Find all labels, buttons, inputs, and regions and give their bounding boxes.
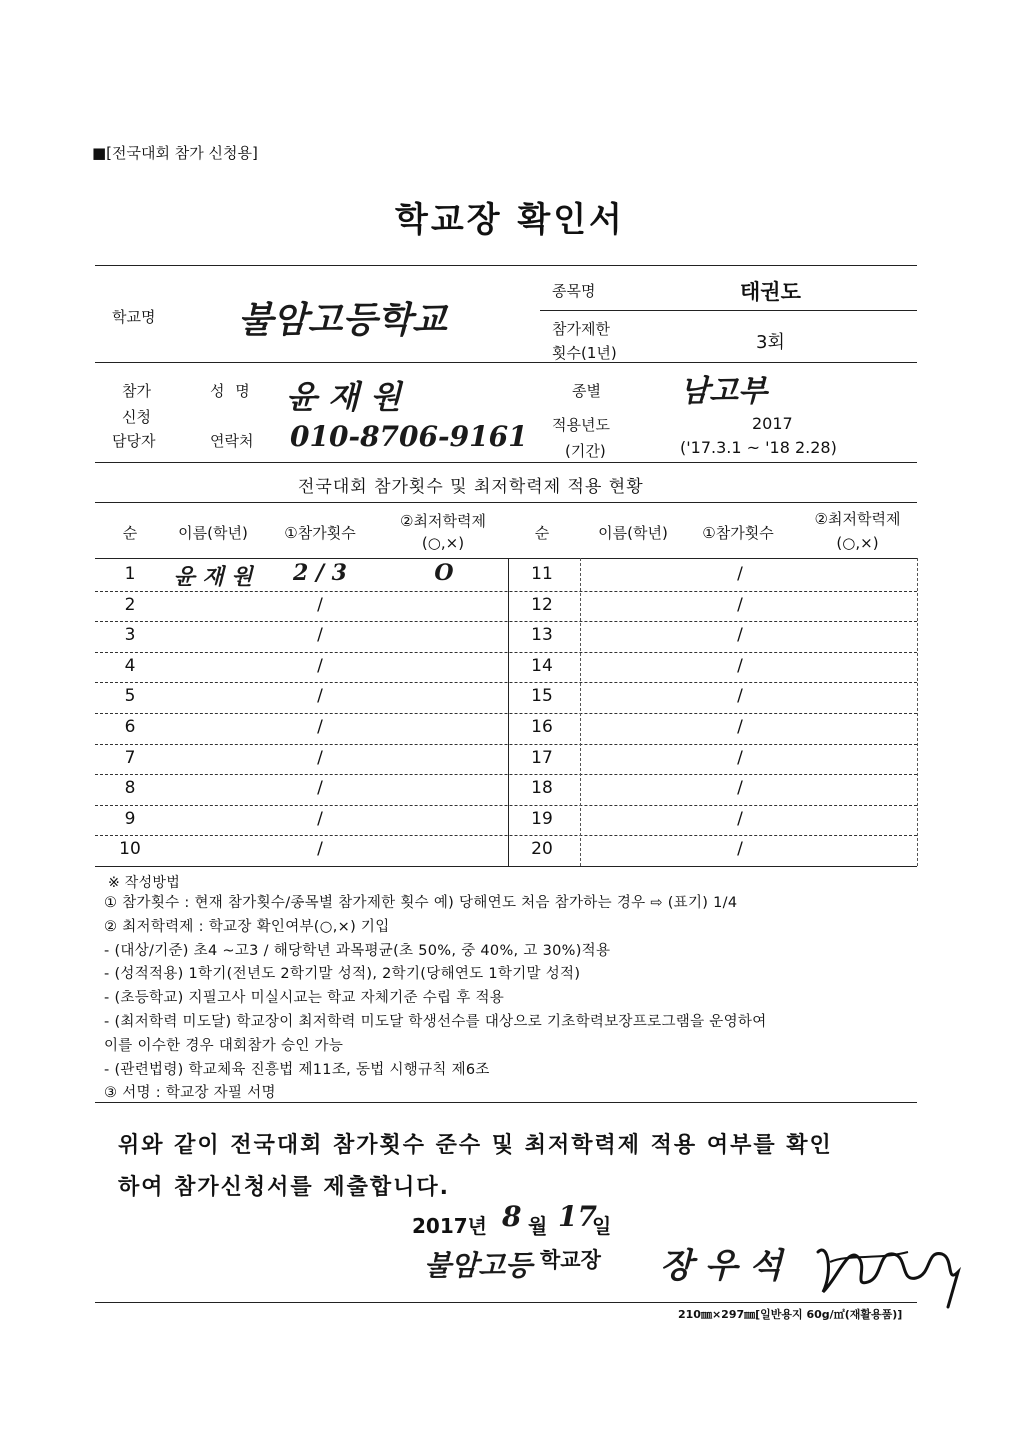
date-month-unit: 월 [528,1214,548,1238]
participation-count: / [317,686,323,706]
row-number: 5 [124,686,136,706]
name-label: 성 명 [210,382,253,400]
participation-count: / [737,748,743,768]
header-name-left: 이름(학년) [178,524,248,542]
row-number: 12 [531,595,553,615]
participation-count: / [737,778,743,798]
table-center-divider [508,558,509,866]
participation-count: 2 / 3 [293,560,347,586]
year-label-1: 적용년도 [552,416,610,434]
instruction-line: ② 최저학력제 : 학교장 확인여부(○,×) 기입 [104,919,390,935]
participation-count: / [737,656,743,676]
participation-count: / [317,595,323,615]
date-month: 8 [502,1200,522,1233]
row-number: 1 [124,564,136,584]
instruction-line: - (대상/기준) 초4 ~고3 / 해당학년 과목평균(초 50%, 중 40%, 고 30%)적용 [104,943,611,959]
row-number: 4 [124,656,136,676]
header-min-right-1: ②최저학력제 [814,510,901,528]
student-name: 윤 재 원 [173,564,253,590]
footer-line [95,1302,917,1303]
period-value: ('17.3.1 ~ '18 2.28) [680,438,837,457]
participation-count: / [737,564,743,584]
table-row-line [95,835,917,836]
table-caption: 전국대회 참가횟수 및 최저학력제 적용 현황 [298,477,644,497]
row-number: 2 [124,595,136,615]
statement-line-1: 위와 같이 전국대회 참가횟수 준수 및 최저학력제 적용 여부를 확인 [118,1133,833,1158]
limit-value: 3회 [756,332,785,353]
header-no-left: 순 [122,524,138,542]
instruction-line: ① 참가횟수 : 현재 참가횟수/종목별 참가제한 횟수 예) 당해연도 처음 참가하는 경우 ⇨ (표기) 1/4 [104,895,738,911]
applicant-label-3: 담당자 [112,432,156,450]
instruction-line: 이를 이수한 경우 대회참가 승인 가능 [104,1038,344,1054]
event-value: 태권도 [740,280,801,304]
row-number: 17 [531,748,553,768]
category-label: 종별 [572,382,601,400]
row-number: 18 [531,778,553,798]
table-row-line [95,652,917,653]
date-day-unit: 일 [592,1214,612,1238]
table-row-line [95,866,917,867]
signature-school: 불암고등 [424,1249,533,1282]
principal-name: 장 우 석 [660,1246,783,1286]
instruction-line: ③ 서명 : 학교장 자필 서명 [104,1085,276,1101]
info-divider-right [540,310,917,311]
table-row-line [95,591,917,592]
date-year: 2017년 [412,1214,487,1238]
instruction-line: - (최저학력 미도달) 학교장이 최저학력 미도달 학생선수를 대상으로 기초학력보장프로그램을 운영하여 [104,1014,767,1030]
row-number: 16 [531,717,553,737]
header-no-right: 순 [534,524,550,542]
table-top-line [95,502,917,503]
table-row-line [95,621,917,622]
header-name-right: 이름(학년) [598,524,668,542]
participation-count: / [737,595,743,615]
category-value: 남고부 [680,374,767,409]
participation-count: / [737,809,743,829]
row-number: 7 [124,748,136,768]
header-min-left-1: ②최저학력제 [400,512,486,530]
instruction-line: - (초등학교) 지필고사 미실시교는 학교 자체기준 수립 후 적용 [104,990,505,1006]
info-divider-middle [95,362,917,363]
instruction-line: - (성적적용) 1학기(전년도 2학기말 성적), 2학기(당해연도 1학기말 성적) [104,966,581,982]
paper-spec: 210㎜×297㎜[일반용지 60g/㎡(재활용품)] [678,1308,903,1321]
contact-label: 연락처 [210,432,254,450]
notes-bottom-line [95,1102,917,1103]
header-count-right: ①참가횟수 [702,524,774,542]
applicant-label-2: 신청 [122,408,151,426]
limit-label-2: 횟수(1년) [552,344,617,362]
participation-count: / [737,686,743,706]
table-row-line [95,774,917,775]
row-number: 9 [124,809,136,829]
row-number: 3 [124,625,136,645]
statement-line-2: 하여 참가신청서를 제출합니다. [118,1175,450,1200]
info-bottom-line [95,462,917,463]
header-count-left: ①참가횟수 [284,524,356,542]
page-title: 학교장 확인서 [395,200,625,240]
contact-number: 010-8706-9161 [290,420,528,453]
participation-count: / [317,748,323,768]
row-number: 15 [531,686,553,706]
header-min-left-2: (○,×) [421,534,465,552]
date-day: 17 [558,1200,597,1233]
info-top-line [95,265,917,266]
limit-label-1: 참가제한 [552,320,610,338]
participation-count: / [737,717,743,737]
participation-count: / [737,625,743,645]
signature-title: 학교장 [540,1248,601,1272]
table-row-line [95,713,917,714]
school-label: 학교명 [112,308,156,326]
table-row-line [95,805,917,806]
participation-count: / [317,839,323,859]
year-label-2: (기간) [565,442,606,460]
participation-count: / [737,839,743,859]
table-row-line [95,744,917,745]
instruction-line: - (관련법령) 학교체육 진흥법 제11조, 동법 시행규칙 제6조 [104,1062,490,1078]
row-number: 6 [124,717,136,737]
participation-count: / [317,656,323,676]
form-tag: ■[전국대회 참가 신청용] [92,144,258,162]
event-label: 종목명 [552,282,596,300]
participation-count: / [317,625,323,645]
header-min-right-2: (○,×) [836,534,879,552]
table-column-divider [917,558,918,866]
year-value: 2017 [752,414,793,433]
school-name: 불암고등학교 [238,299,447,341]
participation-count: / [317,809,323,829]
notes-heading: ※ 작성방법 [108,875,181,891]
row-number: 19 [531,809,553,829]
applicant-label-1: 참가 [122,382,151,400]
min-academic-check: O [434,560,454,586]
row-number: 13 [531,625,553,645]
table-row-line [95,682,917,683]
principal-signature [808,1232,968,1312]
row-number: 11 [531,564,553,584]
applicant-name: 윤 재 원 [286,378,402,416]
table-header-line [95,558,917,559]
table-column-divider [580,558,581,866]
row-number: 20 [531,839,553,859]
participation-count: / [317,717,323,737]
row-number: 8 [124,778,136,798]
row-number: 10 [119,839,141,859]
participation-count: / [317,778,323,798]
row-number: 14 [531,656,553,676]
